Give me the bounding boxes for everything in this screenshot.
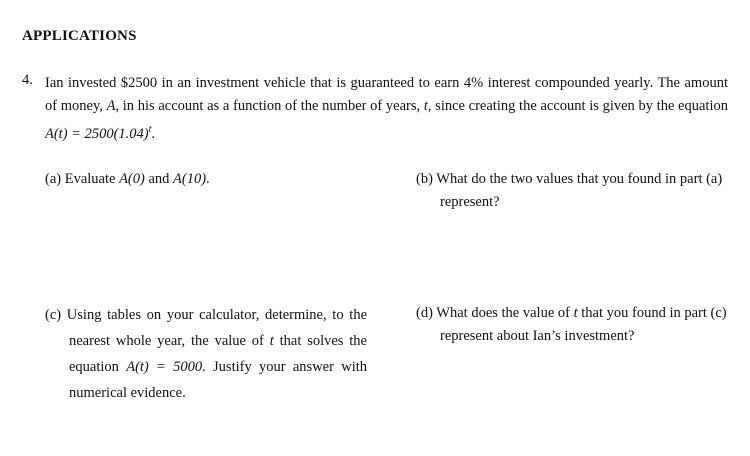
problem-statement: [45, 72, 728, 146]
part-a-mid: and: [144, 171, 174, 187]
part-d-text: What does the value of: [436, 305, 574, 321]
part-c-var: t: [269, 333, 274, 349]
part-b: [416, 168, 736, 214]
equation-exponent: t: [148, 124, 152, 135]
part-a-label: (a): [45, 171, 62, 187]
equation-end: .: [151, 125, 156, 142]
section-heading: APPLICATIONS: [22, 28, 137, 44]
part-c: [45, 302, 367, 406]
var-a: A: [106, 98, 116, 114]
problem-text-3: , since creating the account is given by the equation: [427, 98, 728, 114]
problem-number: 4.: [22, 72, 33, 88]
part-a-text: Evaluate: [64, 171, 120, 187]
part-c-text-2: that solves the equation: [69, 333, 367, 375]
part-d-label: (d): [416, 305, 433, 321]
part-c-label: (c): [45, 307, 62, 323]
part-c-text-3: . Justify your answer with numerical evidence.: [69, 359, 367, 401]
part-d-text-2: that you found in part (c) represent about Ian’s investment?: [440, 305, 727, 344]
part-b-label: (b): [416, 171, 433, 187]
part-a: [45, 168, 375, 191]
part-a-expr2: A(10): [173, 171, 207, 187]
part-b-text: What do the two values that you found in part (a) represent?: [436, 171, 723, 210]
equation: A(t) = 2500(1.04): [45, 125, 149, 142]
part-c-text: Using tables on your calculator, determine, to the nearest whole year, the value of: [66, 307, 367, 349]
part-a-expr1: A(0): [119, 171, 145, 187]
part-c-expr: A(t) = 5000: [126, 359, 203, 375]
part-a-end: .: [206, 171, 210, 187]
part-d: [416, 302, 746, 348]
problem-text: Ian invested $2500 in an investment vehicle that is guaranteed to earn 4% interest compounded yearly. The amount of money,: [45, 75, 728, 114]
part-d-var: t: [573, 305, 578, 321]
var-t: t: [423, 98, 428, 114]
problem-text-2: , in his account as a function of the number of years,: [115, 98, 424, 114]
